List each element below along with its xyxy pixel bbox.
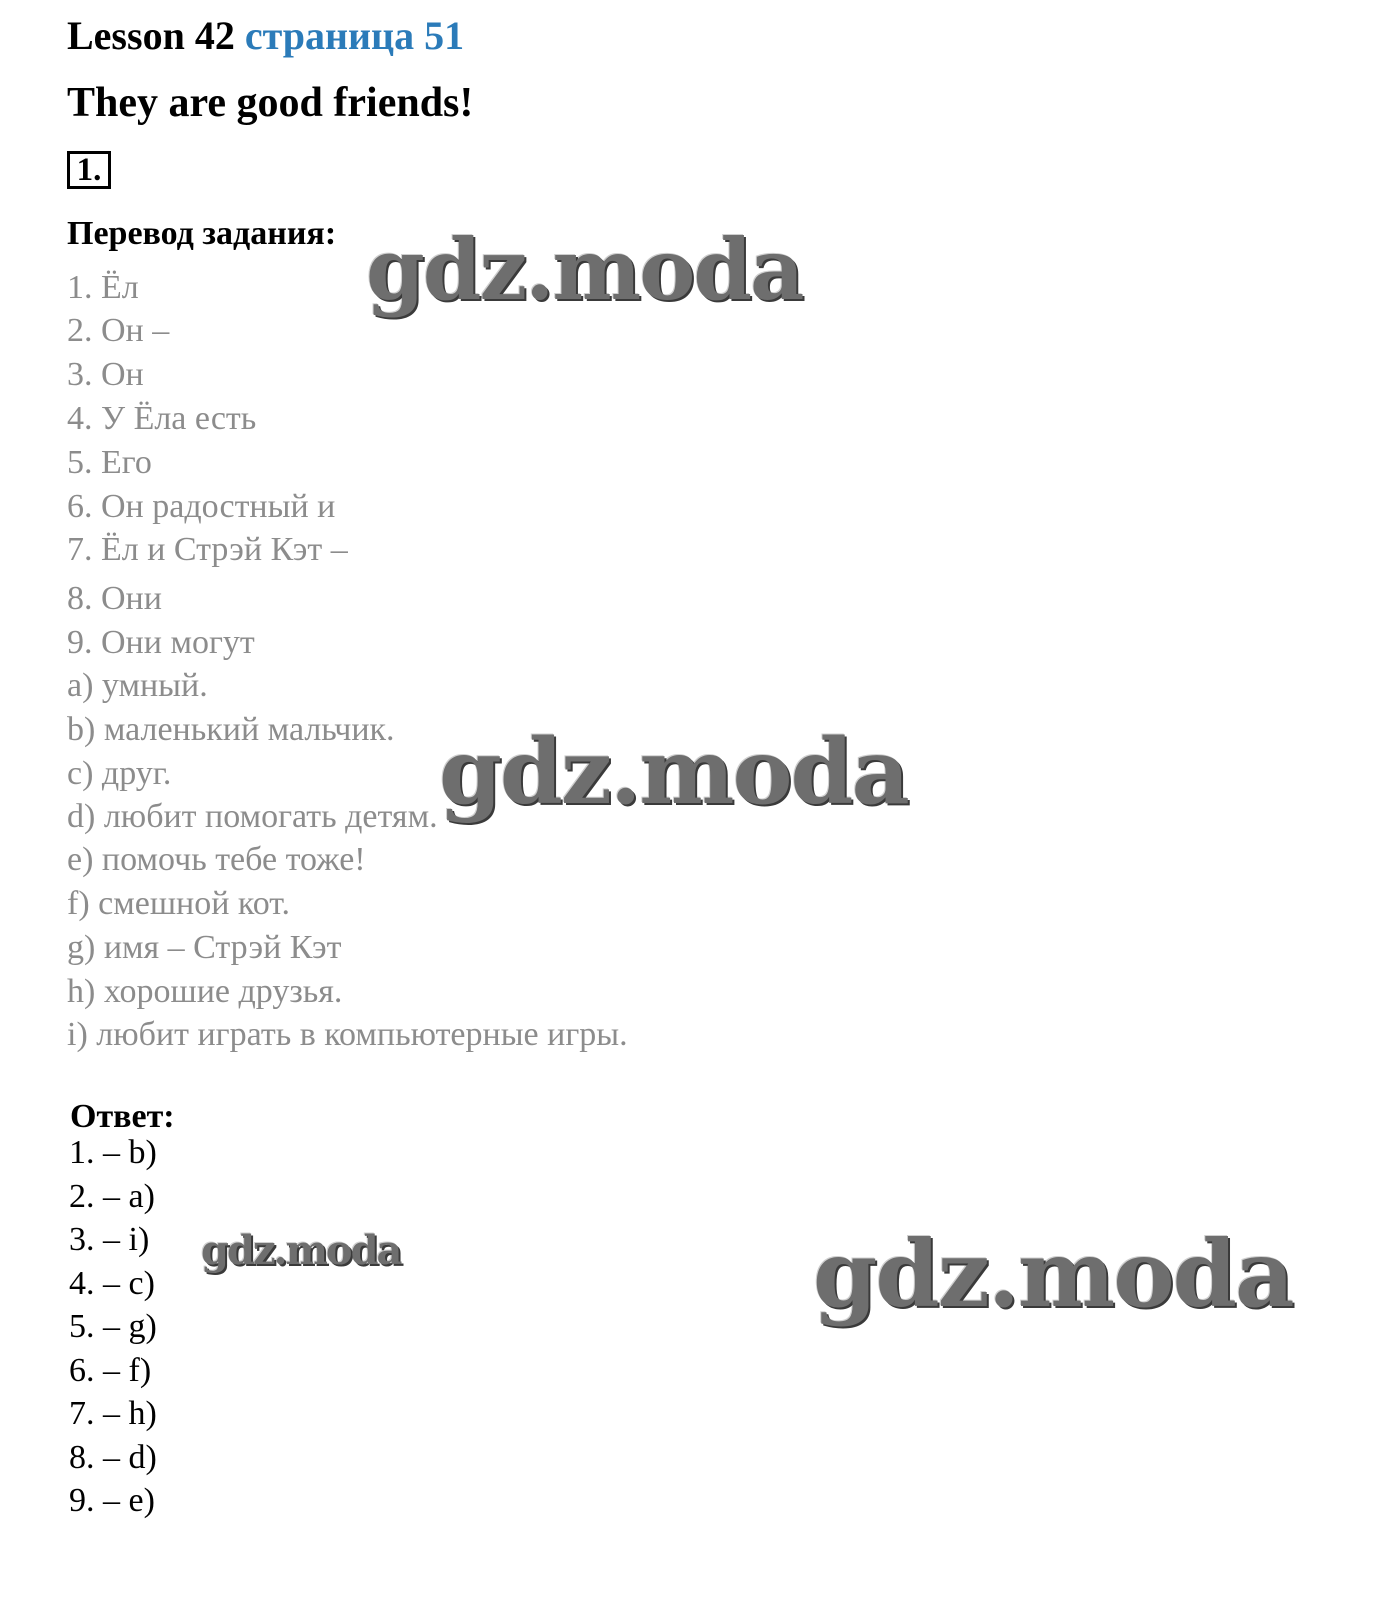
translation-line: e) помочь тебе тоже! (67, 841, 366, 878)
translation-line: 7. Ёл и Стрэй Кэт – (67, 531, 348, 568)
translation-line: b) маленький мальчик. (67, 711, 395, 748)
translation-line: h) хорошие друзья. (67, 973, 343, 1010)
answer-line: 1. – b) (69, 1134, 157, 1171)
watermark: gdz.moda (439, 719, 908, 825)
translation-line: 4. У Ёла есть (67, 400, 257, 437)
translation-line: 2. Он – (67, 312, 170, 349)
task-number-box: 1. (67, 151, 111, 189)
answer-line: 9. – e) (69, 1482, 155, 1519)
translation-line: i) любит играть в компьютерные игры. (67, 1016, 628, 1053)
translation-line: 8. Они (67, 580, 162, 617)
answer-line: 3. – i) (69, 1221, 150, 1258)
translation-line: 3. Он (67, 356, 144, 393)
translation-line: 5. Его (67, 444, 152, 481)
answer-heading: Ответ: (70, 1098, 175, 1135)
translation-line: c) друг. (67, 755, 172, 792)
answer-line: 7. – h) (69, 1395, 157, 1432)
translation-line: 9. Они могут (67, 624, 255, 661)
lesson-header (67, 10, 464, 62)
answer-line: 6. – f) (69, 1352, 152, 1389)
translation-line: g) имя – Стрэй Кэт (67, 929, 342, 966)
lesson-title: They are good friends! (67, 80, 474, 126)
page-reference: страница 51 (244, 13, 465, 58)
answer-line: 5. – g) (69, 1308, 157, 1345)
translation-line: 6. Он радостный и (67, 488, 336, 525)
watermark: gdz.moda (366, 220, 803, 319)
watermark: gdz.moda (813, 1220, 1293, 1328)
answer-line: 8. – d) (69, 1439, 157, 1476)
lesson-number: Lesson 42 (67, 13, 235, 58)
translation-line: 1. Ёл (67, 269, 139, 306)
translation-line: d) любит помогать детям. (67, 798, 438, 835)
translation-heading: Перевод задания: (67, 215, 337, 252)
watermark: gdz.moda (201, 1227, 401, 1274)
answer-line: 4. – c) (69, 1265, 155, 1302)
translation-line: f) смешной кот. (67, 885, 291, 922)
answer-line: 2. – a) (69, 1178, 155, 1215)
translation-line: a) умный. (67, 667, 208, 704)
